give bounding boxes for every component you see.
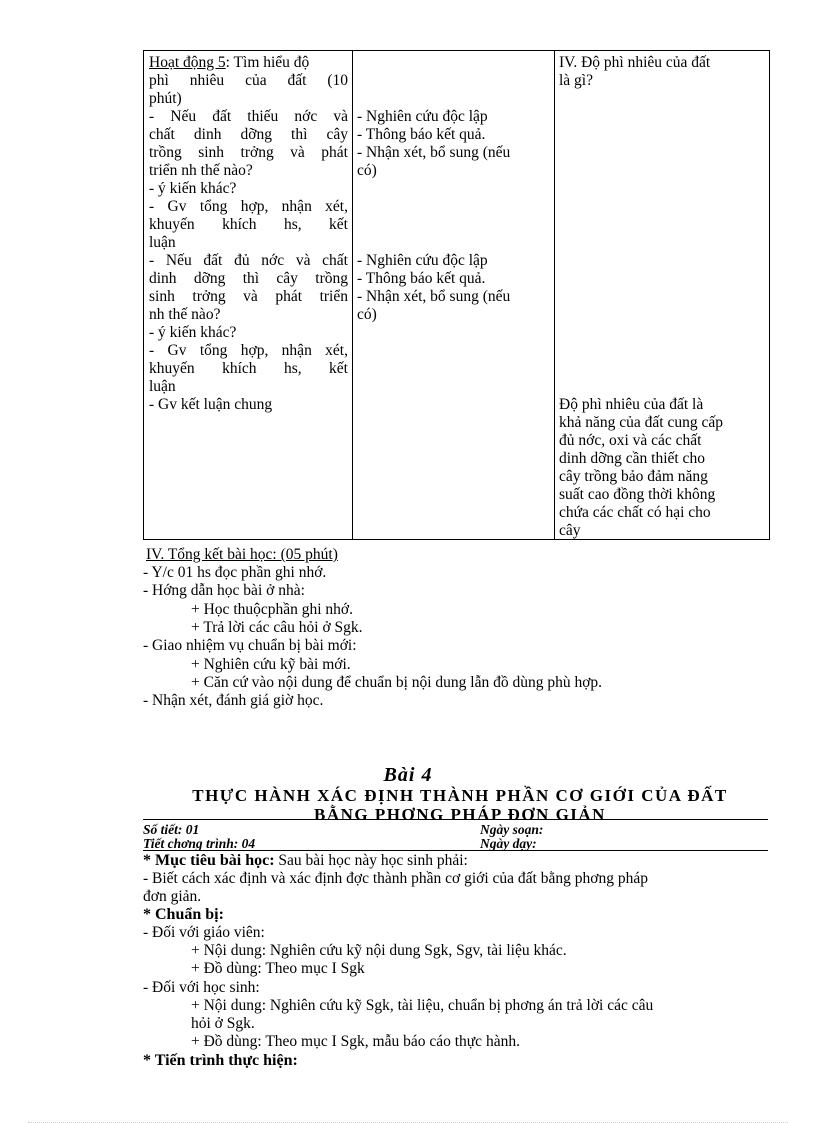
chuan-bi-item: + Nội dung: Nghiên cứu kỹ Sgk, tài liệu, chuẩn bị phơng án trả lời các câu xyxy=(191,996,654,1014)
meta-rule xyxy=(143,850,768,851)
summary-item: + Học thuộcphần ghi nhớ. xyxy=(191,600,354,618)
conclusion-line: đủ nớc, oxi và các chất xyxy=(559,432,702,449)
teacher-line: triển nh thế nào? xyxy=(149,162,253,179)
teacher-line: - Gv tổng hợp, nhận xét, xyxy=(149,198,348,215)
teacher-line: khuyến khích hs, kết xyxy=(149,216,348,233)
chuan-bi-label: * Chuẩn bị: xyxy=(143,906,224,923)
student-line: - Thông báo kết quả. xyxy=(357,270,486,287)
student-activity-column xyxy=(352,51,555,539)
teacher-line: phút) xyxy=(149,90,182,107)
muc-tieu-text: Sau bài học này học sinh phải: xyxy=(274,852,468,869)
muc-tieu-line-2: đơn giản. xyxy=(143,888,202,905)
teacher-line: - ý kiến khác? xyxy=(149,180,237,197)
ngay-soan: Ngày soạn: xyxy=(480,822,544,837)
teacher-line: dinh dỡng thì cây trồng xyxy=(149,270,348,287)
chuan-bi-item: + Đồ dùng: Theo mục I Sgk xyxy=(191,960,365,978)
teacher-line: khuyến khích hs, kết xyxy=(149,360,348,377)
teacher-line: - ý kiến khác? xyxy=(149,324,237,341)
muc-tieu-label: * Mục tiêu bài học: xyxy=(143,852,275,869)
title-rule xyxy=(143,819,768,820)
conclusion-line: khả năng của đất cung cấp xyxy=(559,414,723,431)
conclusion-line: chứa các chất có hại cho xyxy=(559,504,711,521)
summary-item: - Hớng dẫn học bài ở nhà: xyxy=(143,582,305,600)
student-line: - Nhận xét, bổ sung (nếu xyxy=(357,288,511,305)
teacher-line: - Gv kết luận chung xyxy=(149,396,273,413)
summary-item: + Nghiên cứu kỹ bài mới. xyxy=(191,655,351,673)
content-heading-line: là gì? xyxy=(559,72,593,89)
teacher-line: luận xyxy=(149,378,176,395)
teacher-line: trồng sinh trởng và phát xyxy=(149,144,348,161)
teacher-line: phì nhiêu của đất (10 xyxy=(149,72,348,89)
summary-item: - Y/c 01 hs đọc phần ghi nhớ. xyxy=(143,564,327,581)
teacher-activity-column xyxy=(144,51,353,539)
student-line: có) xyxy=(357,162,377,179)
activity-title: Hoạt động 5 xyxy=(149,54,226,71)
lesson-activity-table xyxy=(143,50,770,540)
conclusion-line: suất cao đồng thời không xyxy=(559,486,716,503)
conclusion-line: cây trồng bảo đảm năng xyxy=(559,468,708,485)
chuan-bi-item: - Đối với giáo viên: xyxy=(143,924,265,941)
lesson-title-line1: THỰC HÀNH XÁC ĐỊNH THÀNH PHẦN CƠ GIỚI CỦA ĐẤT xyxy=(192,786,728,805)
teacher-line: chất dinh dỡng thì cây xyxy=(149,126,348,143)
tien-trinh-label: * Tiến trình thực hiện: xyxy=(143,1052,298,1069)
teacher-line: luận xyxy=(149,234,176,251)
content-heading-line: IV. Độ phì nhiêu của đất xyxy=(559,54,711,71)
chuan-bi-item: - Đối với học sinh: xyxy=(143,978,260,996)
ngay-day: Ngày dạy: xyxy=(480,836,537,851)
student-line: có) xyxy=(357,306,377,323)
teacher-line xyxy=(149,54,348,72)
conclusion-line: cây xyxy=(559,522,581,539)
chuan-bi-item: hỏi ở Sgk. xyxy=(191,1015,255,1032)
summary-heading: IV. Tổng kết bài học: (05 phút) xyxy=(146,546,338,563)
student-line: - Nghiên cứu độc lập xyxy=(357,252,488,269)
chuan-bi-item: + Nội dung: Nghiên cứu kỹ nội dung Sgk, Sgv, tài liệu khác. xyxy=(191,942,567,960)
student-line: - Nghiên cứu độc lập xyxy=(357,108,488,125)
lesson-number: Bài 4 xyxy=(383,764,433,786)
content-column xyxy=(554,51,769,539)
conclusion-line: Độ phì nhiêu của đất là xyxy=(559,396,704,413)
lesson-title-line2: BẰNG PHƠNG PHÁP ĐƠN GIẢN xyxy=(314,805,606,824)
conclusion-line: dinh dỡng cần thiết cho xyxy=(559,450,705,467)
muc-tieu-line xyxy=(143,852,468,870)
summary-item: + Trả lời các câu hỏi ở Sgk. xyxy=(191,618,363,636)
teacher-line: sinh trởng và phát triển xyxy=(149,288,348,305)
tiet-chuong-trinh: Tiết chơng trình: 04 xyxy=(143,836,256,851)
so-tiet: Số tiết: 01 xyxy=(143,822,200,837)
teacher-line: nh thế nào? xyxy=(149,306,221,323)
activity-title-rest: : Tìm hiểu độ xyxy=(225,54,310,71)
student-line: - Nhận xét, bổ sung (nếu xyxy=(357,144,511,161)
student-line: - Thông báo kết quả. xyxy=(357,126,486,143)
muc-tieu-line-1: - Biết cách xác định và xác định đợc thành phần cơ giới của đất bằng phơng pháp xyxy=(143,870,648,887)
summary-item: - Nhận xét, đánh giá giờ học. xyxy=(143,692,324,710)
teacher-line: - Gv tổng hợp, nhận xét, xyxy=(149,342,348,359)
teacher-line: - Nếu đất thiếu nớc và xyxy=(149,108,348,125)
summary-item: - Giao nhiệm vụ chuẩn bị bài mới: xyxy=(143,637,357,655)
chuan-bi-item: + Đồ dùng: Theo mục I Sgk, mẫu báo cáo thực hành. xyxy=(191,1033,520,1051)
summary-item: + Căn cứ vào nội dung để chuẩn bị nội dung lẫn đồ dùng phù hợp. xyxy=(191,673,603,691)
teacher-line: - Nếu đất đủ nớc và chất xyxy=(149,252,348,269)
